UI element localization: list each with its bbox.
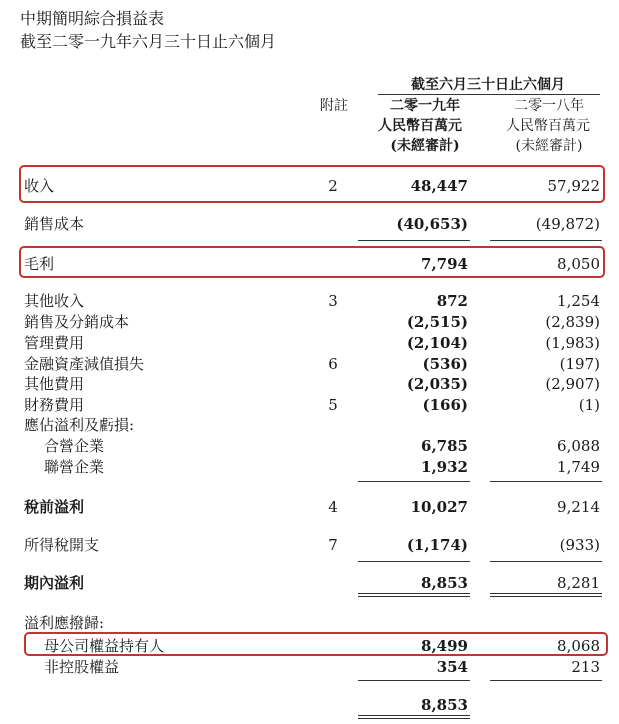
row-impairment-2019: (536): [422, 355, 468, 373]
row-selling-costs-label: 銷售及分銷成本: [24, 313, 130, 331]
col-2019-audit: (未經審計): [390, 138, 460, 154]
row-revenue-2019: 48,447: [410, 177, 468, 195]
row-admin-expenses-2018: (1,983): [545, 334, 600, 352]
double-line-2019-bottom: [358, 596, 470, 597]
row-other-income-note: 3: [328, 292, 338, 310]
row-non-controlling-2018: 213: [571, 658, 600, 676]
col-2018-unit: 人民幣百萬元: [506, 118, 590, 134]
row-impairment-note: 6: [328, 355, 338, 373]
row-final-total-2019: 8,853: [421, 696, 468, 714]
col-2019-year: 二零一九年: [390, 98, 460, 114]
row-income-tax-label: 所得稅開支: [24, 536, 100, 554]
row-other-income-2018: 1,254: [557, 292, 600, 310]
row-cost-of-sales-2019: (40,653): [396, 215, 468, 233]
row-income-tax-2018: (933): [559, 536, 600, 554]
double-line-final-top: [358, 715, 470, 716]
row-cost-of-sales-2018: (49,872): [535, 215, 600, 233]
subtotal-line-2018: [490, 240, 602, 241]
row-attributable-to-label: 溢利應撥歸:: [24, 614, 105, 632]
row-joint-ventures-label: 合營企業: [44, 437, 105, 455]
subtotal-line-2018: [490, 561, 602, 562]
double-line-2018-bottom: [490, 596, 602, 597]
row-profit-for-period-2018: 8,281: [557, 574, 600, 592]
note-column-header: 附註: [320, 98, 348, 114]
subtotal-line-2019: [358, 561, 470, 562]
row-associates-2018: 1,749: [557, 458, 600, 476]
row-profit-before-tax-note: 4: [328, 498, 338, 516]
row-revenue-note: 2: [328, 177, 338, 195]
row-owners-of-parent-label: 母公司權益持有人: [44, 637, 165, 655]
row-other-expenses-2019: (2,035): [406, 375, 468, 393]
row-admin-expenses-2019: (2,104): [406, 334, 468, 352]
double-line-2019-top: [358, 593, 470, 594]
row-joint-ventures-2018: 6,088: [557, 437, 600, 455]
row-selling-costs-2019: (2,515): [406, 313, 468, 331]
row-impairment-2018: (197): [559, 355, 600, 373]
row-other-income-2019: 872: [436, 292, 468, 310]
subtotal-line-2019: [358, 680, 470, 681]
row-owners-of-parent-2018: 8,068: [557, 637, 600, 655]
subtotal-line-2019: [358, 240, 470, 241]
row-owners-of-parent-2019: 8,499: [421, 637, 468, 655]
row-cost-of-sales-label: 銷售成本: [24, 215, 85, 233]
row-revenue-2018: 57,922: [547, 177, 600, 195]
row-joint-ventures-2019: 6,785: [421, 437, 468, 455]
row-other-income-label: 其他收入: [24, 292, 85, 310]
row-share-of-profits-label: 應佔溢利及虧損:: [24, 416, 135, 434]
row-other-expenses-label: 其他費用: [24, 375, 85, 393]
statement-title: 中期簡明綜合損益表: [20, 9, 165, 28]
statement-subtitle: 截至二零一九年六月三十日止六個月: [20, 32, 277, 51]
col-2018-audit: (未經審計): [515, 138, 583, 154]
period-header: 截至六月三十日止六個月: [411, 77, 565, 93]
row-finance-costs-label: 財務費用: [24, 396, 85, 414]
highlight-box-revenue: [19, 165, 605, 203]
double-line-final-bottom: [358, 718, 470, 719]
row-income-tax-2019: (1,174): [406, 536, 468, 554]
col-2019-unit: 人民幣百萬元: [378, 118, 462, 134]
row-profit-for-period-label: 期內溢利: [24, 574, 85, 592]
subtotal-line-2018: [490, 481, 602, 482]
subtotal-line-2018: [490, 680, 602, 681]
row-profit-before-tax-2019: 10,027: [410, 498, 468, 516]
watermark: [496, 700, 616, 720]
subtotal-line-2019: [358, 481, 470, 482]
row-profit-for-period-2019: 8,853: [421, 574, 468, 592]
row-profit-before-tax-2018: 9,214: [557, 498, 600, 516]
row-finance-costs-note: 5: [328, 396, 338, 414]
highlight-box-owners-of-parent: [24, 632, 608, 656]
row-finance-costs-2019: (166): [422, 396, 468, 414]
double-line-2018-top: [490, 593, 602, 594]
row-profit-before-tax-label: 稅前溢利: [24, 498, 85, 516]
row-non-controlling-label: 非控股權益: [44, 658, 120, 676]
row-gross-profit-label: 毛利: [24, 255, 55, 273]
row-selling-costs-2018: (2,839): [545, 313, 600, 331]
row-revenue-label: 收入: [24, 177, 55, 195]
row-gross-profit-2019: 7,794: [421, 255, 468, 273]
row-finance-costs-2018: (1): [578, 396, 600, 414]
row-associates-2019: 1,932: [421, 458, 468, 476]
row-admin-expenses-label: 管理費用: [24, 334, 85, 352]
col-2018-year: 二零一八年: [514, 98, 584, 114]
row-income-tax-note: 7: [328, 536, 338, 554]
row-impairment-label: 金融資產減值損失: [24, 355, 145, 373]
period-header-underline: [378, 94, 600, 95]
row-non-controlling-2019: 354: [436, 658, 468, 676]
row-associates-label: 聯營企業: [44, 458, 105, 476]
row-other-expenses-2018: (2,907): [545, 375, 600, 393]
row-gross-profit-2018: 8,050: [557, 255, 600, 273]
highlight-box-gross-profit: [19, 246, 605, 278]
